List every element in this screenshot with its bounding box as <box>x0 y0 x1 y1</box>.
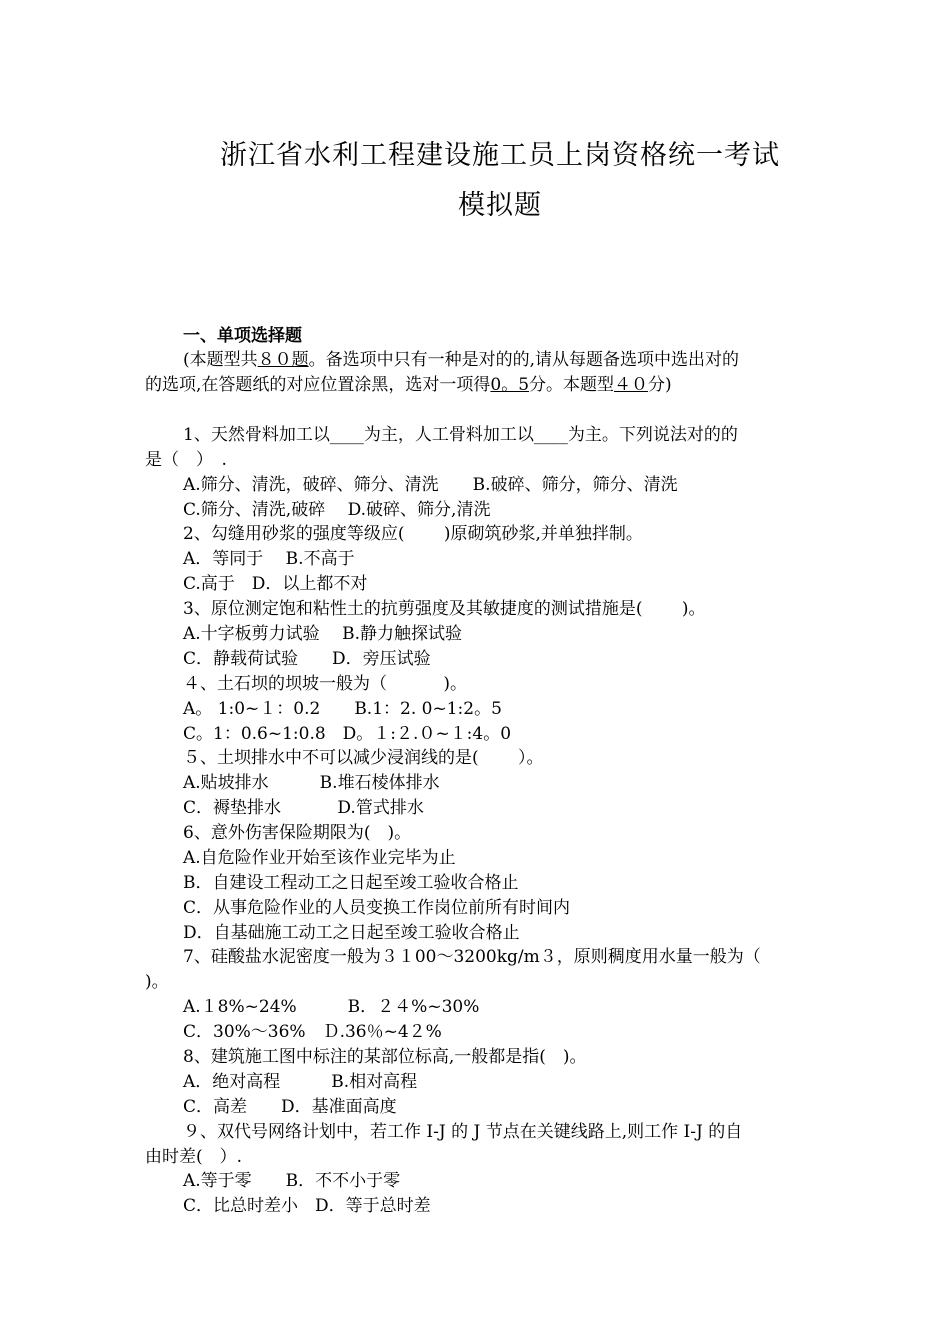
question-8-option-row: C．高差 D．基准面高度 <box>183 1097 397 1117</box>
question-7-cont: )。 <box>145 972 169 992</box>
question-4-option-row: A。 1:0~１：0.2 B.1：2. 0~1:2。5 <box>183 699 502 719</box>
question-6-option: C．从事危险作业的人员变换工作岗位前所有时间内 <box>183 898 571 918</box>
question-4-option-row: C。1：0.6~1:0.8 D。１:２.０~１:4。0 <box>183 724 512 744</box>
section-intro-line1: (本题型共８０题。备选项中只有一种是对的的,请从每题备选项中选出对的 <box>183 350 740 370</box>
question-6-option: A.自危险作业开始至该作业完毕为止 <box>183 848 456 868</box>
question-8-option-row: A．绝对高程 B.相对高程 <box>183 1072 418 1092</box>
section-intro-line2: 的选项,在答题纸的对应位置涂黑，选对一项得0。5分。本题型４０分) <box>145 375 672 395</box>
question-2-option-row: C.高于 D．以上都不对 <box>183 574 368 594</box>
question-5-option-row: A.贴坡排水 B.堆石棱体排水 <box>183 773 440 793</box>
question-3-option-row: C．静载荷试验 D．旁压试验 <box>183 649 431 669</box>
question-1-option-row: C.筛分、清洗,破碎 D.破碎、筛分,清洗 <box>183 500 491 520</box>
question-9: ９、双代号网络计划中，若工作 I-J 的 J 节点在关键线路上,则工作 I-J 的自 <box>183 1122 743 1142</box>
question-3: 3、原位测定饱和粘性土的抗剪强度及其敏捷度的测试措施是( )。 <box>183 599 706 619</box>
question-7-option-row: C．30%～36% Ｄ.36％~4２% <box>183 1022 442 1042</box>
question-6-option: D．自基础施工动工之日起至竣工验收合格止 <box>183 923 520 943</box>
question-8: 8、建筑施工图中标注的某部位标高,一般都是指( )。 <box>183 1047 587 1067</box>
question-7-option-row: A.１8%~24% B．２４%~30% <box>183 997 480 1017</box>
question-5: ５、土坝排水中不可以减少浸润线的是( ）。 <box>183 748 544 768</box>
document-subtitle: 模拟题 <box>458 190 542 221</box>
question-7: 7、硅酸盐水泥密度一般为３１00～3200kg/m３，原则稠度用水量一般为（ <box>183 947 761 967</box>
document-title: 浙江省水利工程建设施工员上岗资格统一考试 <box>220 140 780 171</box>
question-1: 1、天然骨料加工以____为主，人工骨料加工以____为主。下列说法对的的 <box>183 425 738 445</box>
question-6-option: B．自建设工程动工之日起至竣工验收合格止 <box>183 873 519 893</box>
question-1-cont: 是（ ） . <box>145 450 227 470</box>
question-1-option-row: A.筛分、清洗，破碎、筛分、清洗 B.破碎、筛分，筛分、清洗 <box>183 475 678 495</box>
question-9-option-row: C．比总时差小 D．等于总时差 <box>183 1196 431 1216</box>
question-9-option-row: A.等于零 B．不不小于零 <box>183 1171 401 1191</box>
question-2: 2、勾缝用砂浆的强度等级应( )原砌筑砂浆,并单独拌制。 <box>183 524 643 544</box>
question-2-option-row: A．等同于 B.不高于 <box>183 549 355 569</box>
question-3-option-row: A.十字板剪力试验 B.静力触探试验 <box>183 624 462 644</box>
question-4: ４、土石坝的坝坡一般为（ )。 <box>183 674 468 694</box>
question-6: 6、意外伤害保险期限为( )。 <box>183 823 412 843</box>
question-5-option-row: C．褥垫排水 D.管式排水 <box>183 798 424 818</box>
question-9-cont: 由时差( ）. <box>145 1147 243 1167</box>
section-heading: 一、单项选择题 <box>183 326 302 346</box>
